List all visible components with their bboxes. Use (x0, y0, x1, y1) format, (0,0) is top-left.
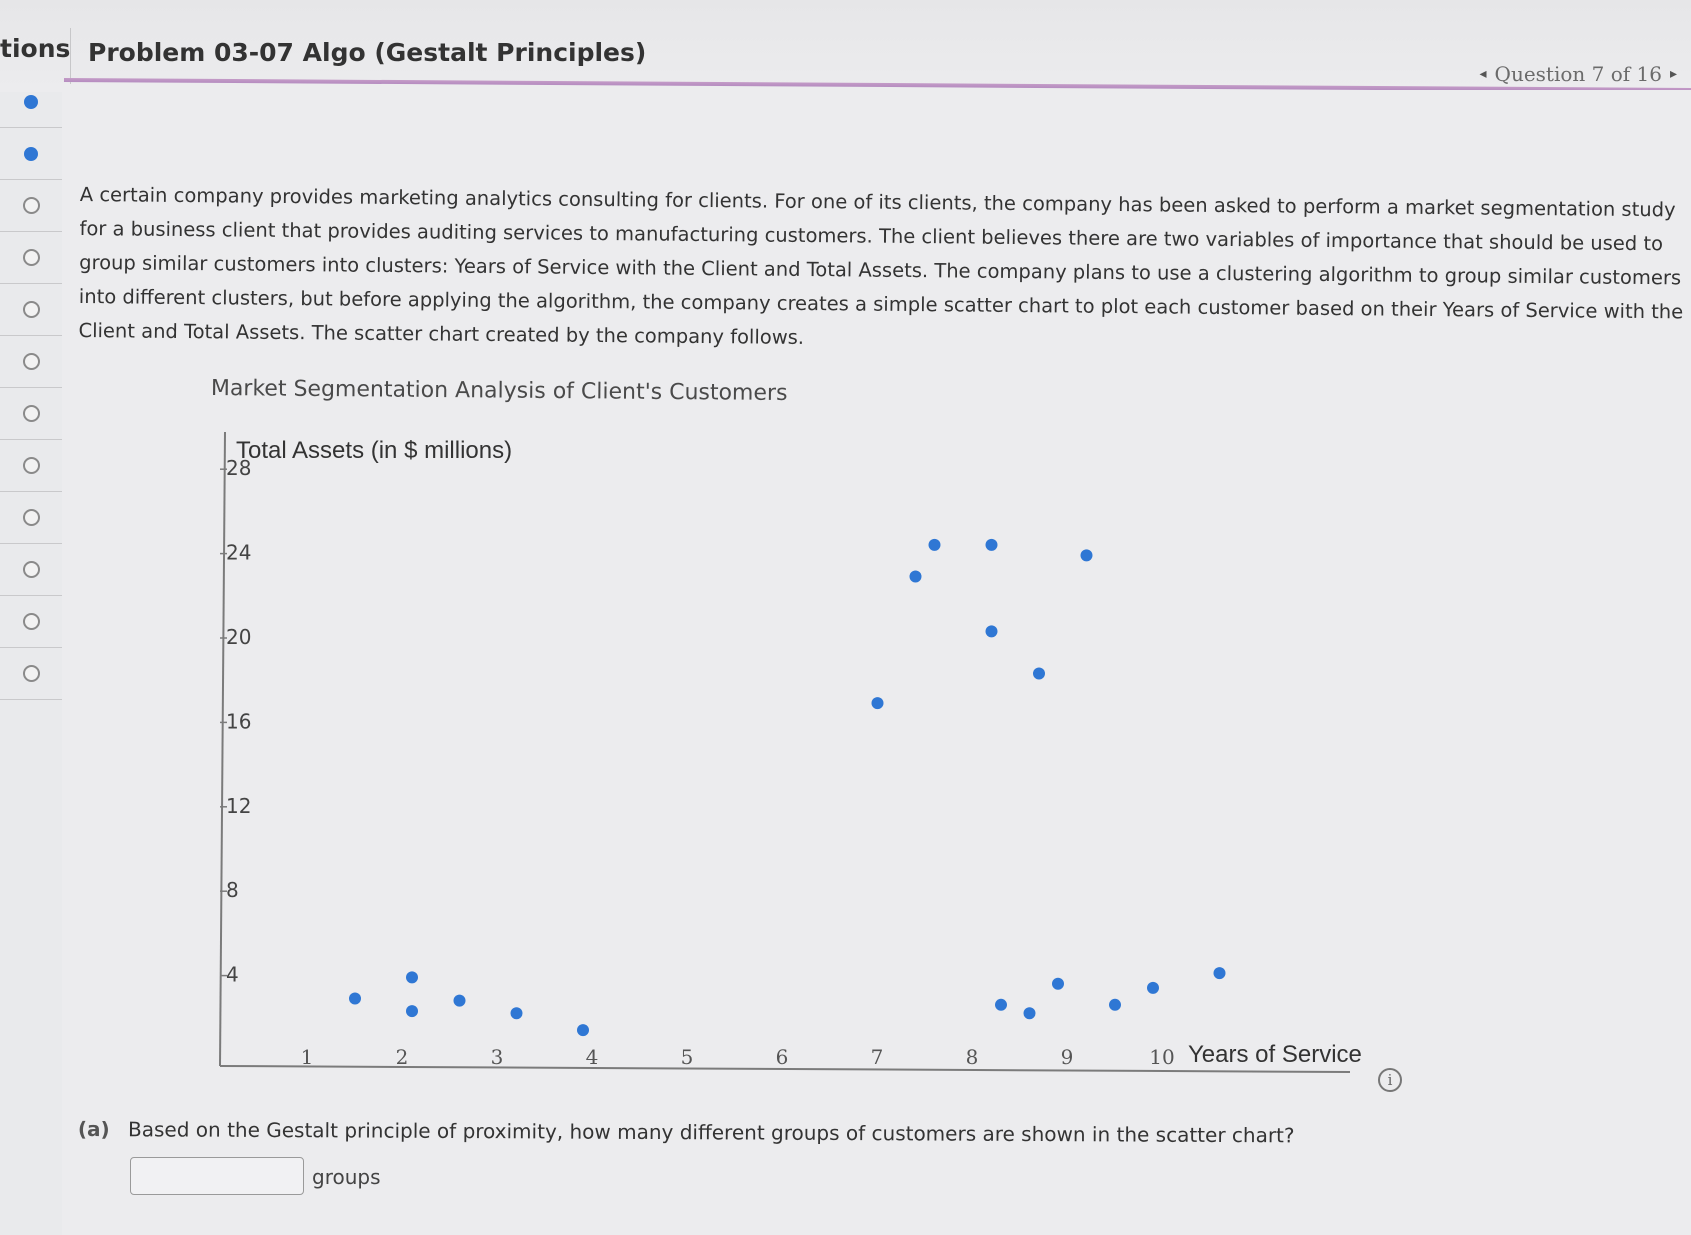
x-axis-label: Years of Service (1188, 1041, 1362, 1068)
scatter-point (986, 539, 998, 551)
answer-units: groups (312, 1165, 381, 1189)
chart-title: Market Segmentation Analysis of Client's Customers (210, 376, 788, 407)
x-tick-label: 8 (965, 1045, 979, 1069)
y-axis-label: Total Assets (in $ millions) (236, 437, 513, 464)
prev-question-icon[interactable]: ◂ (1479, 66, 1487, 82)
scatter-point (986, 625, 998, 637)
x-tick-label: 5 (680, 1045, 694, 1069)
scatter-point (1081, 549, 1093, 561)
groups-answer-input[interactable] (130, 1157, 304, 1195)
x-tick-label: 3 (490, 1045, 504, 1069)
scatter-point (454, 995, 466, 1007)
y-tick-label: 16 (226, 709, 252, 734)
scatter-point (995, 999, 1007, 1011)
question-counter: Question 7 of 16 (1494, 62, 1662, 86)
problem-statement: A certain company provides marketing analytics consulting for clients. For one of its clients, the company has been asked to perform a market segmentation study for a business client that provides auditing services to manufacturing customers. The client believes there are two variables of importance that should be used to group similar customers into clusters: Years of Service with the Client and Total Assets. The company plans to use a clustering algorithm to group similar customers into different clusters, but before applying the algorithm, the company creates a simple scatter chart to plot each customer based on their Years of Service with the Client and Total Assets. The scatter chart created by the company follows. (78, 182, 1684, 349)
scatter-point (1033, 668, 1045, 680)
scatter-point (910, 570, 922, 582)
scatter-point (349, 992, 361, 1004)
x-tick-label: 1 (300, 1045, 314, 1069)
scatter-point (1052, 978, 1064, 990)
x-tick-label: 10 (1149, 1045, 1175, 1069)
scatter-point (406, 971, 418, 983)
scatter-point (511, 1007, 523, 1019)
next-question-icon[interactable]: ▸ (1669, 66, 1677, 82)
y-tick-label: 28 (226, 456, 252, 481)
x-tick-label: 7 (870, 1045, 884, 1069)
y-axis-line (220, 432, 225, 1066)
y-tick-label: 12 (226, 793, 252, 818)
x-tick-label: 9 (1060, 1045, 1074, 1069)
scatter-point (872, 697, 884, 709)
question-a-text: Based on the Gestalt principle of proximity, how many different groups of customers are shown in the scatter chart? (128, 1117, 1295, 1148)
info-icon[interactable]: i (1378, 1068, 1402, 1092)
scatter-point (1024, 1007, 1036, 1019)
y-tick-label: 20 (226, 625, 252, 649)
x-tick-label: 2 (395, 1045, 409, 1069)
y-tick-label: 24 (226, 540, 252, 565)
scatter-point (406, 1005, 418, 1017)
y-tick-label: 8 (226, 878, 239, 903)
scatter-point (577, 1024, 589, 1036)
y-tick-label: 4 (226, 962, 239, 987)
scatter-point (1214, 967, 1226, 979)
scatter-point (1147, 982, 1159, 994)
scatter-point (1109, 999, 1121, 1011)
questions-panel-label: tions (0, 34, 71, 63)
question-a-label: (a) (77, 1117, 110, 1142)
scatter-point (929, 539, 941, 551)
page-title: Problem 03-07 Algo (Gestalt Principles) (88, 38, 647, 67)
x-tick-label: 6 (775, 1045, 789, 1069)
x-tick-label: 4 (585, 1045, 599, 1069)
